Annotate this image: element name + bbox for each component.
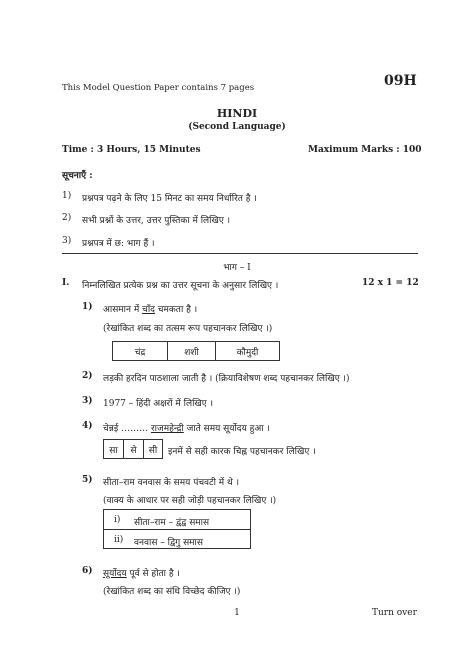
instruction-num: 2): [62, 213, 72, 223]
pair-num: i): [114, 515, 121, 525]
q5-pairs-box: [103, 509, 251, 549]
option-cell: शशी: [168, 342, 216, 360]
pair-divider: [104, 529, 250, 530]
pair-text: वनवास – द्विगु समास: [134, 538, 203, 548]
q1-instruction: (रेखांकित शब्द का तत्सम रूप पहचानकर लिखिए ।): [103, 324, 273, 334]
option-cell: सा: [104, 440, 124, 458]
subquestion-number: 1): [82, 302, 93, 312]
q4-sentence: चेन्नई ……… राजमहेन्द्री जाते समय सूर्योदय हुआ ।: [103, 424, 270, 434]
question-marks: 12 x 1 = 12: [362, 278, 419, 288]
part-label: भाग – I: [223, 263, 251, 273]
pair-text: सीता–राम – द्वंद्व समास: [134, 518, 210, 528]
option-cell: कौमुदी: [236, 347, 259, 358]
underlined-word: सूर्योदय: [103, 569, 127, 579]
model-paper-note: This Model Question Paper contains 7 pages: [62, 83, 255, 93]
time-allowed: Time : 3 Hours, 15 Minutes: [62, 145, 201, 155]
instructions-heading: सूचनाएँ :: [62, 171, 93, 181]
q4-options-table: [103, 439, 163, 459]
instruction-num: 1): [62, 191, 72, 201]
subject-subtitle: (Second Language): [188, 122, 286, 132]
turn-over-note: Turn over: [372, 608, 417, 618]
subquestion-number: 3): [82, 396, 93, 406]
question-number: I.: [62, 278, 70, 288]
instruction-text: प्रश्नपत्र पढ़ने के लिए 15 मिनट का समय निर्धारित है ।: [82, 194, 257, 204]
subquestion-number: 5): [82, 475, 93, 485]
underlined-word: चाँद: [142, 305, 155, 315]
q6-instruction: (रेखांकित शब्द का संधि विच्छेद कीजिए ।): [103, 587, 241, 597]
subquestion-number: 6): [82, 566, 93, 576]
q1-options-table: [112, 341, 280, 361]
question-instruction: निम्नलिखित प्रत्येक प्रश्न का उत्तर सूचना के अनुसार लिखिए ।: [82, 281, 279, 291]
q5-sentence: सीता–राम वनवास के समय पंचवटी में थे ।: [103, 478, 240, 488]
option-cell: चंद्र: [113, 342, 168, 360]
q4-instruction: इनमें से सही कारक चिह्न पहचानकर लिखिए ।: [168, 447, 316, 457]
subject-title: HINDI: [216, 107, 258, 120]
instruction-text: सभी प्रश्नों के उत्तर, उत्तर पुस्तिका में लिखिए ।: [82, 216, 231, 226]
option-cell: से: [124, 440, 144, 458]
section-divider: [62, 253, 418, 254]
q2-sentence: लड़की हरदिन पाठशाला जाती है । (क्रियाविशेषण शब्द पहचानकर लिखिए ।): [103, 374, 350, 384]
q1-sentence: आसमान में चाँद चमकता है ।: [103, 305, 198, 315]
maximum-marks: Maximum Marks : 100: [308, 145, 422, 155]
q6-sentence: सूर्योदय पूर्व से होता है ।: [103, 569, 180, 579]
subquestion-number: 4): [82, 421, 93, 431]
subquestion-number: 2): [82, 371, 93, 381]
pair-num: ii): [114, 535, 124, 545]
instruction-num: 3): [62, 236, 72, 246]
page-number: 1: [234, 608, 240, 618]
q3-sentence: 1977 – हिंदी अक्षरों में लिखिए ।: [103, 399, 214, 409]
q5-instruction: (वाक्य के आधार पर सही जोड़ी पहचानकर लिखिए ।): [103, 496, 277, 506]
underlined-word: राजमहेन्द्री: [151, 424, 184, 434]
instruction-text: प्रश्नपत्र में छ: भाग हैं ।: [82, 239, 155, 249]
paper-code: 09H: [384, 73, 417, 89]
option-cell: सी: [148, 445, 158, 456]
